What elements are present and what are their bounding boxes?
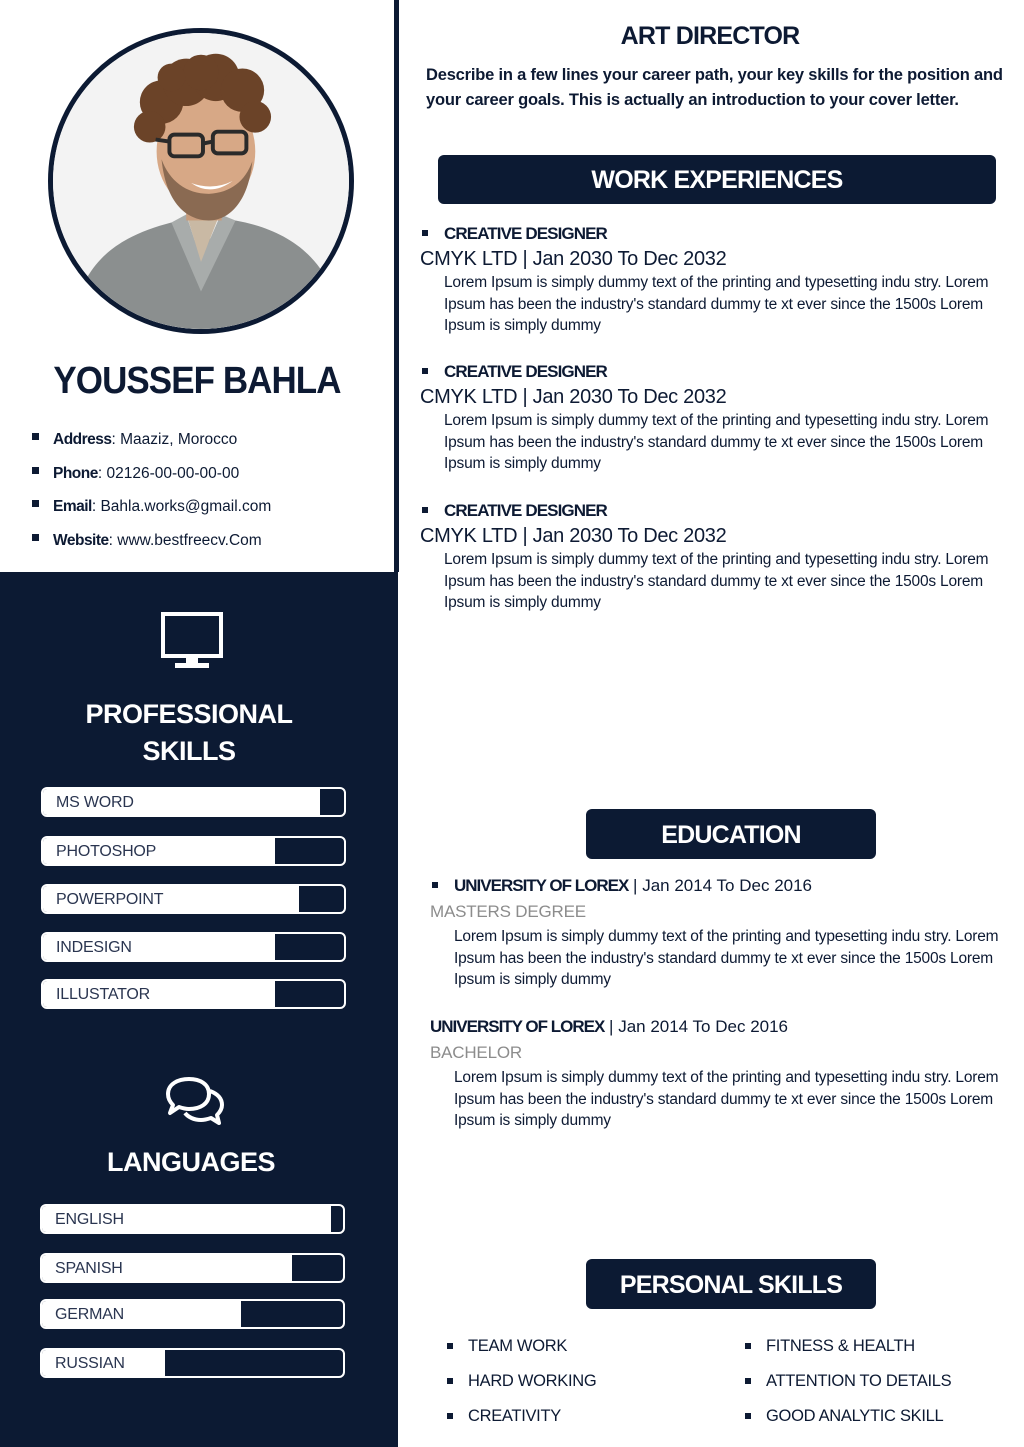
education-dates: | Jan 2014 To Dec 2016 — [628, 876, 813, 895]
language-label: RUSSIAN — [55, 1355, 125, 1372]
language-label: GERMAN — [55, 1306, 125, 1323]
language-bar-english — [40, 1204, 345, 1234]
profile-photo — [48, 28, 354, 334]
professional-skills-title-line1: PROFESSIONAL — [85, 699, 293, 729]
language-bar-spanish — [40, 1253, 345, 1283]
profile-photo-image — [53, 33, 349, 329]
contact-website: Website: www.bestfreecv.Com — [32, 529, 382, 563]
language-bar-german — [40, 1299, 345, 1329]
language-label: SPANISH — [55, 1260, 123, 1277]
personal-skill-item: GOOD ANALYTIC SKILL — [743, 1403, 951, 1438]
education-school: UNIVERSITY OF LOREX — [430, 1017, 605, 1036]
languages-title: LANGUAGES — [106, 1147, 275, 1177]
personal-skill-item: CREATIVITY — [445, 1403, 596, 1438]
education-header — [430, 874, 1020, 898]
education-item — [430, 1015, 1020, 1132]
education-header — [430, 1015, 1020, 1039]
work-item — [420, 360, 1016, 475]
personal-skills-column-2 — [743, 1333, 951, 1438]
skill-bar-powerpoint — [41, 884, 346, 914]
work-company: CMYK LTD | Jan 2030 To Dec 2032 — [420, 248, 727, 270]
skill-bar-illustator — [41, 979, 346, 1009]
work-item — [420, 222, 1016, 337]
personal-skills-column-1 — [445, 1333, 596, 1438]
personal-skill-item: TEAM WORK — [445, 1333, 596, 1368]
contact-list — [32, 428, 382, 562]
skill-label: INDESIGN — [56, 939, 132, 956]
work-description: Lorem Ipsum is simply dummy text of the printing and typesetting indu stry. Lorem Ipsum has been the industry's standard dummy te xt ever since the 1500s Lorem Ipsum is simply dummy — [444, 551, 989, 611]
education-school: UNIVERSITY OF LOREX — [454, 876, 629, 895]
skill-label: PHOTOSHOP — [56, 843, 157, 860]
work-item — [420, 499, 1016, 614]
work-description: Lorem Ipsum is simply dummy text of the printing and typesetting indu stry. Lorem Ipsum has been the industry's standard dummy te xt ever since the 1500s Lorem Ipsum is simply dummy — [444, 412, 989, 472]
work-role: CREATIVE DESIGNER — [420, 222, 1016, 246]
education-degree: BACHELOR — [430, 1043, 522, 1062]
skill-bar-photoshop — [41, 836, 346, 866]
skill-label: MS WORD — [56, 794, 134, 811]
contact-email: Email: Bahla.works@gmail.com — [32, 495, 382, 529]
skill-bar-ms-word — [41, 787, 346, 817]
education-heading: EDUCATION — [586, 809, 876, 859]
work-company: CMYK LTD | Jan 2030 To Dec 2032 — [420, 386, 727, 408]
education-degree: MASTERS DEGREE — [430, 902, 586, 921]
skill-label: POWERPOINT — [56, 891, 164, 908]
personal-skill-item: ATTENTION TO DETAILS — [743, 1368, 951, 1403]
work-description: Lorem Ipsum is simply dummy text of the printing and typesetting indu stry. Lorem Ipsum has been the industry's standard dummy te xt ever since the 1500s Lorem Ipsum is simply dummy — [444, 274, 989, 334]
computer-monitor-icon — [161, 612, 223, 672]
professional-skills-title-line2: SKILLS — [142, 736, 236, 766]
intro-text: Describe in a few lines your career path, your key skills for the position and your career goals. This is actually an introduction to your cover letter. — [426, 66, 1003, 109]
personal-skill-item: HARD WORKING — [445, 1368, 596, 1403]
education-description: Lorem Ipsum is simply dummy text of the printing and typesetting indu stry. Lorem Ipsum has been the industry's standard dummy te xt ever since the 1500s Lorem Ipsum is simply dummy — [454, 1069, 999, 1129]
work-experiences-heading: WORK EXPERIENCES — [438, 155, 996, 204]
job-title: ART DIRECTOR — [620, 22, 800, 50]
education-description: Lorem Ipsum is simply dummy text of the printing and typesetting indu stry. Lorem Ipsum has been the industry's standard dummy te xt ever since the 1500s Lorem Ipsum is simply dummy — [454, 928, 999, 988]
work-role: CREATIVE DESIGNER — [420, 499, 1016, 523]
column-divider — [394, 0, 399, 572]
language-label: ENGLISH — [55, 1211, 124, 1228]
contact-address: Address: Maaziz, Morocco — [32, 428, 382, 462]
language-bar-russian — [40, 1348, 345, 1378]
education-dates: | Jan 2014 To Dec 2016 — [604, 1017, 789, 1036]
education-item — [430, 874, 1020, 991]
skill-bar-indesign — [41, 932, 346, 962]
skill-label: ILLUSTATOR — [56, 986, 151, 1003]
candidate-name: YOUSSEF BAHLA — [53, 360, 341, 402]
work-role: CREATIVE DESIGNER — [420, 360, 1016, 384]
speech-bubbles-icon — [164, 1076, 226, 1126]
work-company: CMYK LTD | Jan 2030 To Dec 2032 — [420, 525, 727, 547]
personal-skills-heading: PERSONAL SKILLS — [586, 1259, 876, 1309]
contact-phone: Phone: 02126-00-00-00-00 — [32, 462, 382, 496]
professional-skills-title — [0, 696, 378, 770]
personal-skill-item: FITNESS & HEALTH — [743, 1333, 951, 1368]
